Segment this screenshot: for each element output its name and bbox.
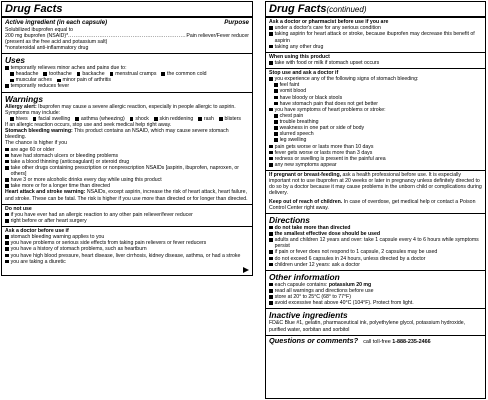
bullet-icon bbox=[130, 117, 134, 121]
uses-heading: Uses bbox=[5, 55, 26, 65]
symptoms-intro: Symptoms may include: bbox=[5, 109, 61, 116]
ask-pharmacist-section bbox=[266, 18, 485, 53]
bullet-icon bbox=[269, 250, 273, 254]
list-item: trouble breathing bbox=[269, 119, 482, 125]
list-item: take a blood thinning (anticoagulant) or steroid drug bbox=[5, 159, 249, 165]
list-item: shock bbox=[130, 116, 149, 122]
bullet-icon bbox=[269, 295, 273, 299]
list-item: have 3 or more alcoholic drinks every day while using this product bbox=[5, 177, 249, 183]
bullet-icon bbox=[110, 72, 114, 76]
ask-doctor-heading: Ask a doctor before use if bbox=[5, 228, 69, 235]
list-item: chest pain bbox=[269, 113, 482, 119]
uses-section bbox=[2, 54, 252, 93]
list-item: adults and children 12 years and over: take 1 capsule every 4 to 6 hours while symptoms persist bbox=[269, 237, 482, 249]
active-line-1: Solubilized ibuprofen equal to bbox=[5, 26, 74, 33]
bullet-icon bbox=[219, 117, 223, 121]
bullet-icon bbox=[274, 96, 278, 100]
list-item: the smallest effective dose should be used bbox=[269, 231, 482, 237]
list-item: if you have ever had an allergic reaction to any other pain reliever/fever reducer bbox=[5, 212, 249, 218]
pregnancy-warning: If pregnant or breast-feeding, ask a health professional before use. It is especially important not to use ibuprofen at 20 weeks or later in pregnancy unless definitely directed to do so by a doctor because it may cause problems in the unborn child or complications during delivery. bbox=[269, 172, 482, 197]
bullet-icon bbox=[274, 138, 278, 142]
list-item: blisters bbox=[219, 116, 241, 122]
stop-use-section bbox=[266, 69, 485, 171]
stomach-warning: Stomach bleeding warning: This product contains an NSAID, which may cause severe stomach bleeding. bbox=[5, 128, 229, 141]
pregnancy-section bbox=[266, 171, 485, 214]
bullet-icon bbox=[57, 79, 61, 83]
list-item: redness or swelling is present in the painful area bbox=[269, 156, 482, 162]
other-information-heading: Other information bbox=[269, 271, 340, 282]
list-item: slurred speech bbox=[269, 131, 482, 137]
bullet-icon bbox=[5, 260, 9, 264]
list-item: you are taking a diuretic bbox=[5, 259, 249, 265]
do-not-use-section bbox=[2, 205, 252, 227]
drug-facts-title: Drug Facts bbox=[5, 3, 63, 15]
bullet-icon bbox=[274, 102, 278, 106]
inactive-ingredients-text: FD&C Blue #1, gelatin, pharmaceutical ink, polyethylene glycol, potassium hydroxide, purified water, sorbitan and sorbitol bbox=[269, 320, 466, 333]
bullet-icon bbox=[269, 45, 273, 49]
bullet-icon bbox=[5, 254, 9, 258]
list-item: you have a history of stomach problems, such as heartburn bbox=[5, 246, 249, 252]
bullet-icon bbox=[75, 117, 79, 121]
bullet-icon bbox=[269, 238, 273, 242]
when-using-heading: When using this product bbox=[269, 53, 330, 60]
active-line-3: (present as the free acid and potassium salt) bbox=[5, 38, 108, 45]
list-item: minor pain of arthritis bbox=[57, 77, 111, 83]
bullet-icon bbox=[5, 166, 9, 170]
bullet-icon bbox=[274, 114, 278, 118]
list-item: feel faint bbox=[269, 82, 482, 88]
list-item: have bloody or black stools bbox=[269, 95, 482, 101]
list-item: do not exceed 6 capsules in 24 hours, unless directed by a doctor bbox=[269, 256, 482, 262]
bullet-icon bbox=[43, 72, 47, 76]
drug-facts-panel-right bbox=[265, 1, 486, 399]
allergy-alert: Allergy alert: Ibuprofen may cause a severe allergic reaction, especially in people allergic to aspirin. bbox=[5, 103, 236, 110]
list-item: under a doctor's care for any serious condition bbox=[269, 25, 482, 31]
bullet-icon bbox=[269, 163, 273, 167]
bullet-icon bbox=[269, 151, 273, 155]
directions-section bbox=[266, 214, 485, 271]
bullet-icon bbox=[5, 235, 9, 239]
bullet-icon bbox=[5, 84, 9, 88]
list-item: you have problems or serious side effects from taking pain relievers or fever reducers bbox=[5, 240, 249, 246]
bullet-icon bbox=[269, 263, 273, 267]
heart-warning: Heart attack and stroke warning: NSAIDs, except aspirin, increase the risk of heart attack, heart failure, and stroke. These can be fatal. The risk is higher if you use more than directed or for longer than directed. bbox=[5, 189, 248, 202]
list-item: backache bbox=[77, 71, 105, 77]
list-item: store at 20° to 25°C (68° to 77°F) bbox=[269, 294, 482, 300]
continue-arrow-icon bbox=[243, 267, 249, 273]
list-item: take other drugs containing prescription or nonprescription NSAIDs [aspirin, ibuprofen, naproxen, or others] bbox=[5, 165, 249, 177]
bullet-icon bbox=[269, 283, 273, 287]
list-item: each capsule contains: potassium 20 mg bbox=[269, 282, 482, 288]
inactive-ingredients-heading: Inactive ingredients bbox=[269, 310, 348, 321]
list-item: avoid excessive heat above 40°C (104°F). Protect from light. bbox=[269, 300, 482, 306]
list-item: have stomach pain that does not get better bbox=[269, 101, 482, 107]
list-item: menstrual cramps bbox=[110, 71, 157, 77]
drug-facts-title: Drug Facts bbox=[269, 3, 327, 15]
list-item: have had stomach ulcers or bleeding problems bbox=[5, 153, 249, 159]
list-item: are age 60 or older bbox=[5, 147, 249, 153]
continued-label: (continued) bbox=[326, 5, 367, 14]
list-item: asthma (wheezing) bbox=[75, 116, 124, 122]
active-line-2: 200 mg ibuprofen (NSAID)* bbox=[5, 32, 69, 39]
bullet-icon bbox=[269, 108, 273, 112]
list-item: take with food or milk if stomach upset occurs bbox=[269, 60, 482, 66]
list-item: rash bbox=[198, 116, 214, 122]
active-ingredient-section bbox=[2, 18, 252, 54]
list-item: muscular aches bbox=[10, 77, 52, 83]
bullet-icon bbox=[5, 184, 9, 188]
bullet-icon bbox=[274, 89, 278, 93]
other-information-section bbox=[266, 271, 485, 310]
directions-heading: Directions bbox=[269, 214, 310, 225]
list-item: taking any other drug bbox=[269, 44, 482, 50]
leader-dots bbox=[68, 33, 186, 39]
when-using-section bbox=[266, 53, 485, 69]
list-item: take more or for a longer time than directed bbox=[5, 183, 249, 189]
bullet-icon bbox=[269, 226, 273, 230]
bullet-icon bbox=[161, 72, 165, 76]
bullet-icon bbox=[5, 219, 9, 223]
bullet-icon bbox=[269, 232, 273, 236]
call-text: call toll-free bbox=[363, 338, 391, 345]
list-item: if pain or fever does not respond to 1 capsule, 2 capsules may be used bbox=[269, 249, 482, 255]
bullet-icon bbox=[10, 72, 14, 76]
allergy-after: If an allergic reaction occurs, stop use and seek medical help right away. bbox=[5, 122, 172, 129]
stop-use-heading: Stop use and ask a doctor if bbox=[269, 70, 339, 77]
bullet-icon bbox=[269, 32, 273, 36]
bullet-icon bbox=[5, 178, 9, 182]
list-item: facial swelling bbox=[33, 116, 71, 122]
list-item: pain gets worse or lasts more than 10 days bbox=[269, 144, 482, 150]
bullet-icon bbox=[269, 77, 273, 81]
purpose-text: Pain reliever/Fever reducer bbox=[186, 32, 249, 39]
list-item: taking aspirin for heart attack or stroke, because ibuprofen may decrease this benefit of aspirin bbox=[269, 31, 482, 43]
drug-facts-panel-left bbox=[1, 1, 253, 276]
list-item: any new symptoms appear bbox=[269, 162, 482, 168]
bullet-icon bbox=[269, 61, 273, 65]
ask-doctor-section bbox=[2, 227, 252, 267]
bullet-icon bbox=[198, 117, 202, 121]
uses-intro: temporarily relieves minor aches and pains due to: bbox=[10, 65, 127, 72]
list-item: you have symptoms of heart problems or stroke: bbox=[269, 107, 482, 113]
list-item: fever gets worse or lasts more than 3 days bbox=[269, 150, 482, 156]
inactive-ingredients-section bbox=[266, 309, 485, 335]
drug-facts-header bbox=[2, 2, 252, 18]
stomach-chance: The chance is higher if you bbox=[5, 140, 67, 147]
bullet-icon bbox=[274, 83, 278, 87]
bullet-icon bbox=[5, 148, 9, 152]
warnings-heading: Warnings bbox=[5, 93, 44, 104]
bullet-icon bbox=[5, 66, 9, 70]
questions-heading: Questions or comments? bbox=[269, 335, 359, 345]
list-item: toothache bbox=[43, 71, 71, 77]
bullet-icon bbox=[77, 72, 81, 76]
list-item: weakness in one part or side of body bbox=[269, 125, 482, 131]
bullet-icon bbox=[269, 257, 273, 261]
list-item: you have high blood pressure, heart disease, liver cirrhosis, kidney disease, asthma, or had a stroke bbox=[5, 253, 249, 259]
bullet-icon bbox=[274, 120, 278, 124]
list-item: do not take more than directed bbox=[269, 225, 482, 231]
uses-fever: temporarily reduces fever bbox=[10, 83, 70, 90]
active-line-4: *nonsteroidal anti-inflammatory drug bbox=[5, 44, 89, 51]
warnings-section bbox=[2, 93, 252, 205]
ask-pharmacist-heading: Ask a doctor or pharmacist before use if you are bbox=[269, 19, 389, 26]
list-item: right before or after heart surgery bbox=[5, 218, 249, 224]
list-item: the common cold bbox=[161, 71, 206, 77]
bullet-icon bbox=[154, 117, 158, 121]
list-item: you experience any of the following signs of stomach bleeding: bbox=[269, 76, 482, 82]
list-item: skin reddening bbox=[154, 116, 193, 122]
phone-number: 1-888-235-2466 bbox=[392, 338, 431, 345]
children-warning: Keep out of reach of children. In case of overdose, get medical help or contact a Poison Control Center right away. bbox=[269, 198, 476, 211]
list-item: hives bbox=[10, 116, 28, 122]
purpose-heading: Purpose bbox=[224, 19, 249, 27]
list-item: headache bbox=[10, 71, 38, 77]
bullet-icon bbox=[269, 301, 273, 305]
bullet-icon bbox=[5, 241, 9, 245]
bullet-icon bbox=[269, 145, 273, 149]
drug-facts-header bbox=[266, 2, 485, 18]
active-ingredient-heading: Active ingredient (in each capsule) bbox=[5, 19, 108, 27]
list-item: leg swelling bbox=[269, 137, 482, 143]
list-item: children under 12 years: ask a doctor bbox=[269, 262, 482, 268]
bullet-icon bbox=[10, 79, 14, 83]
bullet-icon bbox=[5, 213, 9, 217]
bullet-icon bbox=[269, 26, 273, 30]
list-item: stomach bleeding warning applies to you bbox=[5, 234, 249, 240]
questions-section bbox=[266, 336, 485, 348]
do-not-use-heading: Do not use bbox=[5, 205, 32, 212]
bullet-icon bbox=[10, 117, 14, 121]
list-item: read all warnings and directions before use bbox=[269, 288, 482, 294]
list-item: vomit blood bbox=[269, 88, 482, 94]
bullet-icon bbox=[269, 289, 273, 293]
bullet-icon bbox=[274, 132, 278, 136]
bullet-icon bbox=[5, 160, 9, 164]
bullet-icon bbox=[269, 157, 273, 161]
bullet-icon bbox=[5, 154, 9, 158]
bullet-icon bbox=[5, 247, 9, 251]
bullet-icon bbox=[33, 117, 37, 121]
bullet-icon bbox=[274, 126, 278, 130]
uses-list bbox=[5, 71, 249, 83]
